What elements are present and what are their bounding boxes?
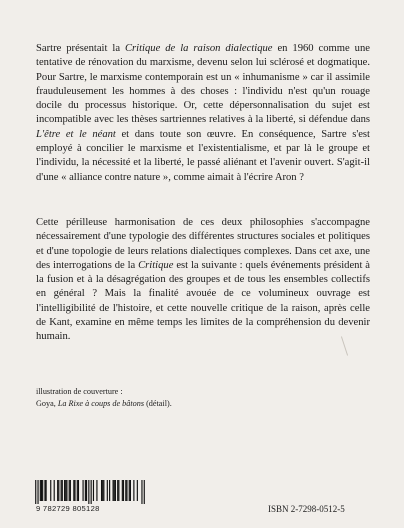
barcode-bars-graphic xyxy=(34,480,146,504)
barcode-bar xyxy=(37,480,38,504)
barcode-bar xyxy=(54,480,55,501)
barcode-bar xyxy=(65,480,66,501)
p1-text-3: et dans toute son œuvre. En conséquence, Sartre s'est employé à concilier le marxisme et l'existentialisme, et par là le groupe et l'individu, la nécessité et la liberté, le passé aliénant et l'avenir ouvert. S'agit-il d'une « alliance contre nature », comme aimait à l'écrire Aron ? xyxy=(36,128,370,183)
barcode-bar xyxy=(42,480,43,501)
barcode-bar xyxy=(129,480,130,501)
barcode-bar xyxy=(137,480,138,501)
barcode-bar xyxy=(85,480,86,501)
isbn-number: ISBN 2-7298-0512-5 xyxy=(268,504,345,514)
barcode-bar xyxy=(70,480,71,501)
barcode-digits: 9 782729 805128 xyxy=(36,504,100,513)
credit-work-title: La Rixe à coups de bâtons xyxy=(57,398,145,408)
barcode-bar xyxy=(62,480,63,501)
p1-text-1: Sartre présentait la xyxy=(36,43,125,54)
barcode-bar xyxy=(102,480,103,501)
barcode-bar xyxy=(88,480,89,504)
p1-text-2: en 1960 comme une tentative de rénovation du marxisme, devenu selon lui sclérosé et dogmatique. Pour Sartre, le marxisme contemporain est un « inhumanisme » car il assimile frauduleusement les hommes à des choses : l'individu n'est qu'un rouage docile du processus historique. Or, cette dépersonnalisation du sujet est incompatible avec les thèses sartriennes relatives à la liberté, si défendue dans xyxy=(36,43,370,126)
barcode-bar xyxy=(44,480,45,501)
barcode-bar xyxy=(133,480,134,501)
barcode-bar xyxy=(103,480,104,501)
p2-book-title-critique: Critique xyxy=(138,259,174,271)
barcode-bar xyxy=(69,480,70,501)
barcode-bar xyxy=(122,480,123,501)
barcode-bar xyxy=(57,480,58,501)
p1-book-title-etre-neant: L'être et le néant xyxy=(36,128,116,140)
barcode-bar xyxy=(46,480,47,501)
barcode-bar xyxy=(61,480,62,501)
barcode-bar xyxy=(107,480,108,501)
p2-text-2: est la suivante : quels événements président à la fusion et à la désagrégation des groupes et de tous les ensembles collectifs en général ? Mais la finalité avouée de ce volumineux ouvrage est l'intelligibilité de l'histoire, et cette nouvelle critique de la raison, après celle de Kant, examine en même temps les limites de la compréhension du devenir humain. xyxy=(36,259,370,343)
cover-illustration-credit xyxy=(36,386,172,409)
barcode-bar xyxy=(41,480,42,501)
barcode-bar xyxy=(35,480,36,504)
credit-detail: (détail). xyxy=(144,398,172,408)
barcode-bar xyxy=(125,480,126,501)
barcode-bar xyxy=(117,480,118,501)
barcode-bar xyxy=(58,480,59,501)
credit-line xyxy=(36,398,172,410)
barcode-bar xyxy=(74,480,75,501)
barcode-bar xyxy=(78,480,79,501)
barcode-bar xyxy=(64,480,65,501)
barcode-bar xyxy=(40,480,41,501)
synopsis-paragraph-1 xyxy=(36,42,370,185)
barcode-bar xyxy=(130,480,131,501)
barcode-bar xyxy=(77,480,78,501)
barcode-bar xyxy=(82,480,83,501)
barcode-bar xyxy=(73,480,74,501)
credit-artist: Goya, xyxy=(36,398,58,408)
p2-text-1: Cette périlleuse harmonisation de ces deux philosophies s'accompagne nécessairement d'une typologie des différentes structures sociales et politiques et d'une topologie de leurs relations dialectiques complexes. Dans cet axe, une des interrogations de la xyxy=(36,217,370,271)
barcode-bar xyxy=(86,480,87,501)
barcode-bar xyxy=(50,480,51,501)
barcode-bar xyxy=(113,480,114,501)
barcode-bar xyxy=(101,480,102,501)
barcode-bar xyxy=(141,480,142,504)
barcode-bar xyxy=(114,480,115,501)
barcode-bar xyxy=(144,480,145,504)
barcode-bar xyxy=(118,480,119,501)
barcode-bar xyxy=(123,480,124,501)
credit-heading: illustration de couverture : xyxy=(36,387,123,396)
barcode-bar xyxy=(115,480,116,501)
barcode-bar xyxy=(109,480,110,501)
barcode-bar xyxy=(93,480,94,501)
barcode-bar xyxy=(96,480,97,501)
barcode-bar xyxy=(126,480,127,501)
p1-book-title-critique: Critique de la raison dialectique xyxy=(124,43,273,54)
synopsis-paragraph-2 xyxy=(36,216,370,345)
barcode-bar xyxy=(91,480,92,504)
barcode-bar xyxy=(66,480,67,501)
